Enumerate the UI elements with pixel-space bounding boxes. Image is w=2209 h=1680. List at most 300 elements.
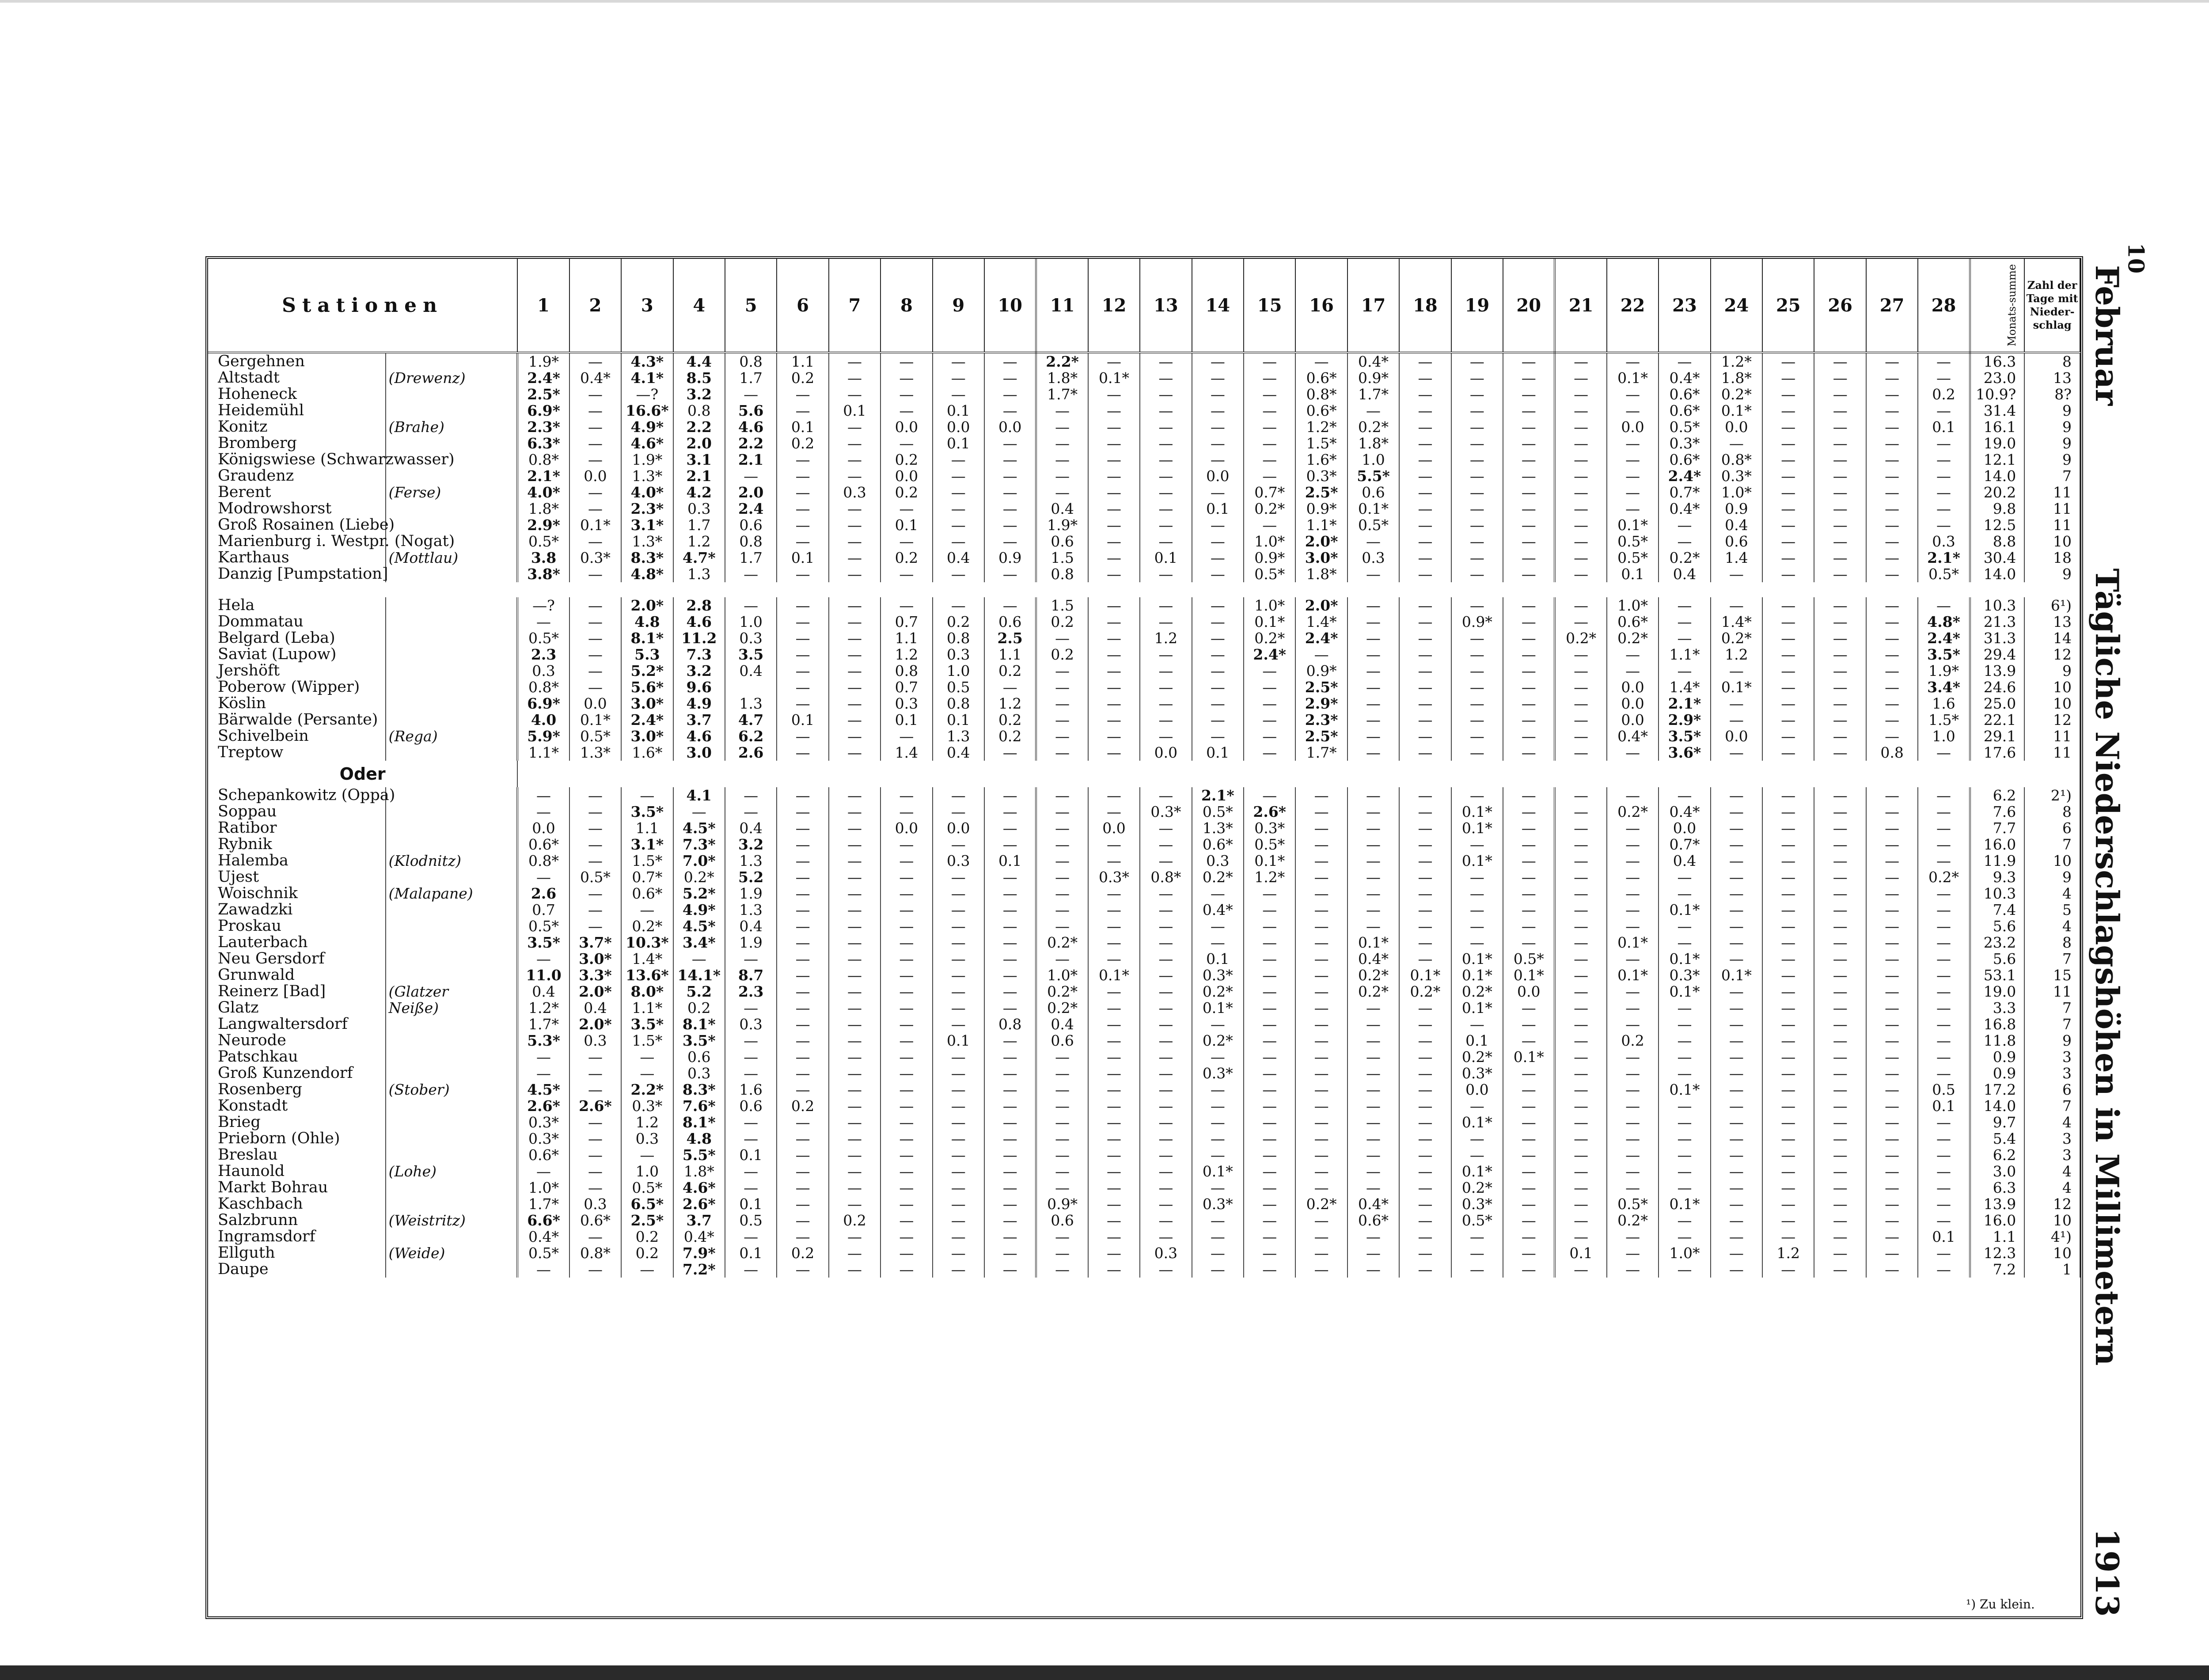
day-value: —	[1295, 1114, 1347, 1130]
precip-day-count: 15	[2024, 967, 2080, 983]
day-value: —	[1140, 386, 1192, 402]
day-value: —	[1711, 1179, 1762, 1196]
month-sum: 14.0	[1970, 566, 2025, 582]
day-value: —	[1244, 1114, 1295, 1130]
day-value: —	[1088, 1065, 1140, 1081]
day-value: —	[1503, 353, 1555, 370]
day-value: —	[1762, 853, 1814, 869]
day-value: —	[1918, 1016, 1970, 1032]
day-value: 2.1	[725, 451, 777, 468]
day-value: —	[1140, 435, 1192, 451]
day-value: —	[881, 1229, 932, 1245]
day-value: —	[1762, 744, 1814, 761]
day-value: —	[1711, 435, 1762, 451]
river-name	[386, 1065, 518, 1081]
day-value: 0.1*	[1607, 967, 1659, 983]
station-name: Treptow	[208, 744, 386, 761]
day-value: 0.5*	[517, 630, 569, 646]
day-value: 0.1*	[1451, 820, 1503, 836]
day-value: —	[933, 1229, 984, 1245]
table-row	[208, 419, 2080, 435]
day-value: 0.0	[517, 820, 569, 836]
station-name: Groß Rosainen (Liebe)	[208, 517, 386, 533]
day-value: —	[1607, 951, 1659, 967]
day-value: —	[1503, 370, 1555, 386]
day-value: 3.2	[673, 386, 725, 402]
day-value: —	[1036, 869, 1088, 885]
day-value: 0.4*	[1347, 951, 1399, 967]
day-value: 8.0*	[621, 983, 673, 1000]
day-value: —	[829, 419, 881, 435]
table-row	[208, 468, 2080, 484]
day-value: —	[1814, 353, 1866, 370]
month-sum: 10.9?	[1970, 386, 2025, 402]
day-value: 0.2	[984, 663, 1036, 679]
day-value: 0.1*	[1451, 1000, 1503, 1016]
day-value: —	[1295, 918, 1347, 934]
day-value: 1.8*	[1295, 566, 1347, 582]
table-row	[208, 902, 2080, 918]
day-value: 3.5*	[621, 804, 673, 820]
day-value: —	[1088, 1016, 1140, 1032]
day-value: —	[1036, 1147, 1088, 1163]
day-value: —	[1866, 951, 1918, 967]
day-value: 0.3*	[621, 1098, 673, 1114]
day-value: —	[1244, 1229, 1295, 1245]
day-value: 0.3*	[1659, 435, 1710, 451]
day-value: —	[1451, 869, 1503, 885]
day-value: —	[1088, 386, 1140, 402]
day-value: —	[1607, 402, 1659, 419]
day-value: —	[777, 566, 828, 582]
day-value: —	[725, 1049, 777, 1065]
day-value: 9.6	[673, 679, 725, 695]
day-value: 0.9*	[1295, 663, 1347, 679]
table-row	[208, 1212, 2080, 1229]
day-value: —	[777, 663, 828, 679]
day-value: 1.7*	[1295, 744, 1347, 761]
day-value: —	[1814, 1130, 1866, 1147]
day-value: 4.0*	[517, 484, 569, 501]
day-value: 1.2	[881, 646, 932, 663]
table-row	[208, 550, 2080, 566]
day-value: 14.1*	[673, 967, 725, 983]
month-sum: 21.3	[1970, 614, 2025, 630]
table-row	[208, 1261, 2080, 1278]
day-value: 0.3	[1347, 550, 1399, 566]
day-value: —	[1762, 386, 1814, 402]
day-value: —	[1814, 614, 1866, 630]
month-sum: 16.0	[1970, 836, 2025, 853]
day-value: 0.2*	[1918, 869, 1970, 885]
day-value: —	[881, 885, 932, 902]
day-value: 0.4	[725, 918, 777, 934]
header-day-23: 23	[1659, 259, 1710, 353]
day-value: —	[933, 484, 984, 501]
day-value: 0.0	[1451, 1081, 1503, 1098]
day-value: —	[1399, 1245, 1451, 1261]
day-value: 0.1*	[1451, 1114, 1503, 1130]
station-name: Markt Bohrau	[208, 1179, 386, 1196]
day-value: 1.2*	[1711, 353, 1762, 370]
day-value: —	[984, 934, 1036, 951]
day-value: 1.2*	[1295, 419, 1347, 435]
day-value: 0.6*	[1659, 402, 1710, 419]
day-value: 5.6*	[621, 679, 673, 695]
day-value: —	[1347, 533, 1399, 550]
day-value: 4.7	[725, 712, 777, 728]
day-value: —	[1711, 1114, 1762, 1130]
table-row	[208, 836, 2080, 853]
month-sum: 7.4	[1970, 902, 2025, 918]
day-value: 0.4	[1659, 853, 1710, 869]
day-value: —	[1866, 1229, 1918, 1245]
day-value: —	[569, 1049, 621, 1065]
day-value: —	[984, 1179, 1036, 1196]
precip-day-count: 7	[2024, 1098, 2080, 1114]
day-value: —	[1659, 1229, 1710, 1245]
day-value: 0.1	[1918, 419, 1970, 435]
day-value: —	[881, 787, 932, 804]
precip-day-count: 6¹)	[2024, 597, 2080, 614]
station-name: Konitz	[208, 419, 386, 435]
day-value: 0.7	[881, 614, 932, 630]
river-name: (Drewenz)	[386, 370, 518, 386]
header-day-15: 15	[1244, 259, 1295, 353]
day-value: —	[1711, 695, 1762, 712]
day-value: —	[1244, 744, 1295, 761]
day-value: —	[1814, 370, 1866, 386]
day-value: —	[1347, 744, 1399, 761]
station-name: Soppau	[208, 804, 386, 820]
day-value: —	[984, 820, 1036, 836]
day-value: —	[1347, 1261, 1399, 1278]
day-value: —	[1814, 533, 1866, 550]
day-value: —	[1192, 695, 1244, 712]
day-value: —	[1192, 517, 1244, 533]
day-value: —	[1503, 517, 1555, 533]
month-sum: 5.4	[1970, 1130, 2025, 1147]
day-value: —	[984, 1000, 1036, 1016]
day-value: 2.6	[725, 744, 777, 761]
day-value: —	[1399, 597, 1451, 614]
day-value: —	[1918, 1261, 1970, 1278]
day-value: —	[881, 967, 932, 983]
day-value: 0.2*	[1711, 630, 1762, 646]
page-title: Tägliche Niederschlagshöhen in Millimetern	[2088, 568, 2126, 1366]
day-value: —	[1762, 663, 1814, 679]
day-value: —	[1192, 451, 1244, 468]
day-value: 0.0	[569, 468, 621, 484]
day-value: —	[881, 1130, 932, 1147]
precip-day-count: 10	[2024, 1212, 2080, 1229]
day-value: —	[1762, 1229, 1814, 1245]
station-name: Ujest	[208, 869, 386, 885]
day-value: —	[777, 1163, 828, 1179]
river-name: (Glatzer	[386, 983, 518, 1000]
day-value: —	[1399, 1179, 1451, 1196]
day-value: 0.1	[933, 712, 984, 728]
table-row	[208, 804, 2080, 820]
day-value: 4.6*	[621, 435, 673, 451]
station-name: Proskau	[208, 918, 386, 934]
day-value: —	[1918, 517, 1970, 533]
precip-day-count: 4	[2024, 918, 2080, 934]
day-value: 0.1*	[1347, 934, 1399, 951]
day-value: —	[1088, 679, 1140, 695]
day-value: 0.1*	[1347, 501, 1399, 517]
day-value: 0.2*	[1036, 983, 1088, 1000]
day-value: —	[829, 370, 881, 386]
day-value: 0.3*	[1451, 1065, 1503, 1081]
day-value: —	[1555, 566, 1606, 582]
header-day-7: 7	[829, 259, 881, 353]
day-value: —	[1711, 836, 1762, 853]
day-value: 8.3*	[673, 1081, 725, 1098]
month-sum: 17.2	[1970, 1081, 2025, 1098]
day-value: 1.2	[673, 533, 725, 550]
day-value: —	[1295, 646, 1347, 663]
day-value: —	[1192, 386, 1244, 402]
day-value: 0.1*	[569, 517, 621, 533]
day-value: —	[1607, 484, 1659, 501]
day-value: —	[1192, 712, 1244, 728]
table-row	[208, 712, 2080, 728]
day-value: 3.4*	[673, 934, 725, 951]
day-value: —	[1451, 386, 1503, 402]
day-value: —	[1607, 902, 1659, 918]
day-value: —	[1607, 869, 1659, 885]
day-value: 0.0	[1607, 712, 1659, 728]
day-value: 8.7	[725, 967, 777, 983]
day-value: —	[1607, 435, 1659, 451]
day-value: 2.6*	[673, 1196, 725, 1212]
day-value: —	[1244, 695, 1295, 712]
day-value: —	[1918, 484, 1970, 501]
day-value: 4.9	[673, 695, 725, 712]
day-value: —	[1762, 566, 1814, 582]
day-value: —	[569, 353, 621, 370]
day-value: —	[881, 1114, 932, 1130]
day-value: 3.5*	[517, 934, 569, 951]
precip-day-count: 10	[2024, 533, 2080, 550]
day-value: —	[829, 951, 881, 967]
day-value: —	[725, 1179, 777, 1196]
day-value: 0.4	[933, 550, 984, 566]
day-value: —	[1295, 1065, 1347, 1081]
precip-day-count: 7	[2024, 1016, 2080, 1032]
day-value: —	[984, 451, 1036, 468]
day-value: —	[725, 951, 777, 967]
day-value: —	[1555, 1098, 1606, 1114]
day-value: 2.1*	[1918, 550, 1970, 566]
table-row	[208, 967, 2080, 983]
day-value: —	[777, 597, 828, 614]
day-value: —	[984, 533, 1036, 550]
day-value: —	[984, 836, 1036, 853]
day-value: —	[984, 804, 1036, 820]
day-value: 0.3	[569, 1032, 621, 1049]
day-value: 0.2*	[1607, 1212, 1659, 1229]
day-value: 2.4*	[1295, 630, 1347, 646]
day-value: —	[1659, 869, 1710, 885]
day-value: —	[1918, 1147, 1970, 1163]
day-value: —	[1244, 1081, 1295, 1098]
day-value: —	[1918, 597, 1970, 614]
table-row	[208, 1065, 2080, 1081]
header-month-sum-label: Monats-summe	[2005, 264, 2018, 347]
precip-day-count: 8	[2024, 934, 2080, 951]
day-value: —	[1659, 1261, 1710, 1278]
day-value: —	[1140, 484, 1192, 501]
day-value: 0.5*	[1659, 419, 1710, 435]
day-value: —	[881, 934, 932, 951]
day-value: —	[1866, 983, 1918, 1000]
day-value: —	[1140, 1196, 1192, 1212]
day-value: —	[1036, 1081, 1088, 1098]
day-value: —	[1555, 533, 1606, 550]
station-name: Zawadzki	[208, 902, 386, 918]
day-value: —	[1555, 435, 1606, 451]
day-value: —	[881, 869, 932, 885]
day-value: 0.3	[1192, 853, 1244, 869]
station-name: Neurode	[208, 1032, 386, 1049]
day-value: —	[881, 1016, 932, 1032]
day-value: —	[1503, 501, 1555, 517]
day-value: 4.7*	[673, 550, 725, 566]
precip-day-count: 10	[2024, 695, 2080, 712]
day-value: —	[1347, 646, 1399, 663]
day-value: —	[1659, 630, 1710, 646]
day-value: —	[1555, 967, 1606, 983]
day-value: —	[1503, 712, 1555, 728]
day-value: 0.2*	[1036, 1000, 1088, 1016]
day-value: —	[1503, 934, 1555, 951]
day-value: —	[1814, 1098, 1866, 1114]
day-value: 0.9*	[1451, 614, 1503, 630]
precip-day-count: 9	[2024, 663, 2080, 679]
day-value: —	[984, 1065, 1036, 1081]
section-heading-row	[208, 761, 2080, 787]
day-value: —	[1814, 1163, 1866, 1179]
day-value: 1.0*	[1244, 597, 1295, 614]
day-value: —	[1918, 1130, 1970, 1147]
table-row	[208, 370, 2080, 386]
table-row	[208, 1081, 2080, 1098]
day-value: —	[1762, 468, 1814, 484]
day-value: —	[1866, 468, 1918, 484]
day-value: 0.4	[933, 744, 984, 761]
header-day-12: 12	[1088, 259, 1140, 353]
day-value: 0.8*	[1140, 869, 1192, 885]
day-value: 0.6*	[517, 1147, 569, 1163]
day-value: —	[1036, 484, 1088, 501]
day-value: 0.2	[933, 614, 984, 630]
day-value: —	[1399, 435, 1451, 451]
day-value: —	[1711, 934, 1762, 951]
day-value: —	[1918, 1212, 1970, 1229]
day-value: —	[517, 1049, 569, 1065]
day-value: —	[1814, 386, 1866, 402]
month-sum: 31.4	[1970, 402, 2025, 419]
day-value: —	[1866, 1032, 1918, 1049]
day-value: —	[1036, 820, 1088, 836]
day-value: —	[1918, 1032, 1970, 1049]
day-value: —	[881, 902, 932, 918]
day-value: —	[1814, 951, 1866, 967]
station-name: Graudenz	[208, 468, 386, 484]
day-value: —	[1399, 614, 1451, 630]
day-value: 0.4*	[517, 1229, 569, 1245]
day-value: 0.9	[1711, 501, 1762, 517]
day-value: —	[1503, 419, 1555, 435]
day-value: —	[1088, 744, 1140, 761]
header-day-count: Zahl der Tage mit Nieder-schlag	[2024, 259, 2080, 353]
month-sum: 5.6	[1970, 951, 2025, 967]
day-value: 1.1	[984, 646, 1036, 663]
precip-day-count: 12	[2024, 646, 2080, 663]
day-value: —	[1347, 597, 1399, 614]
day-value: —	[1399, 501, 1451, 517]
day-value: —	[933, 1212, 984, 1229]
day-value: 0.3	[1918, 533, 1970, 550]
day-value: —	[933, 1179, 984, 1196]
day-value: —	[1088, 419, 1140, 435]
day-value: —	[1244, 1147, 1295, 1163]
day-value: —	[1503, 1081, 1555, 1098]
day-value: —	[1399, 517, 1451, 533]
table-row	[208, 951, 2080, 967]
station-name: Reinerz [Bad]	[208, 983, 386, 1000]
day-value: —	[933, 1114, 984, 1130]
day-value: 2.1*	[1192, 787, 1244, 804]
day-value: —	[777, 402, 828, 419]
day-value: —	[1918, 1163, 1970, 1179]
day-value: —	[1503, 853, 1555, 869]
day-value: 1.2*	[517, 1000, 569, 1016]
day-value: —	[881, 386, 932, 402]
day-value: 0.3*	[1244, 820, 1295, 836]
month-sum: 3.3	[1970, 1000, 2025, 1016]
day-value: —	[777, 614, 828, 630]
day-value: 0.0	[1607, 695, 1659, 712]
day-value: —	[725, 566, 777, 582]
day-value: —	[1866, 679, 1918, 695]
day-value: 4.9*	[621, 419, 673, 435]
day-value: —	[933, 1065, 984, 1081]
day-value: —	[1762, 370, 1814, 386]
day-value: —	[881, 533, 932, 550]
month-sum: 11.9	[1970, 853, 2025, 869]
month-sum: 19.0	[1970, 435, 2025, 451]
day-value: —	[1399, 695, 1451, 712]
day-value: —	[1814, 597, 1866, 614]
day-value: 4.1*	[621, 370, 673, 386]
day-value: —	[1503, 836, 1555, 853]
day-value: —	[1347, 885, 1399, 902]
precip-day-count: 12	[2024, 712, 2080, 728]
day-value: 0.0	[881, 468, 932, 484]
day-value: 0.2	[881, 451, 932, 468]
day-value: —	[1762, 402, 1814, 419]
day-value: —	[1140, 1049, 1192, 1065]
day-value: —	[1762, 1114, 1814, 1130]
precip-day-count: 9	[2024, 435, 2080, 451]
day-value: —	[933, 1049, 984, 1065]
day-value: —	[984, 1163, 1036, 1179]
day-value: —	[1555, 885, 1606, 902]
river-name	[386, 566, 518, 582]
